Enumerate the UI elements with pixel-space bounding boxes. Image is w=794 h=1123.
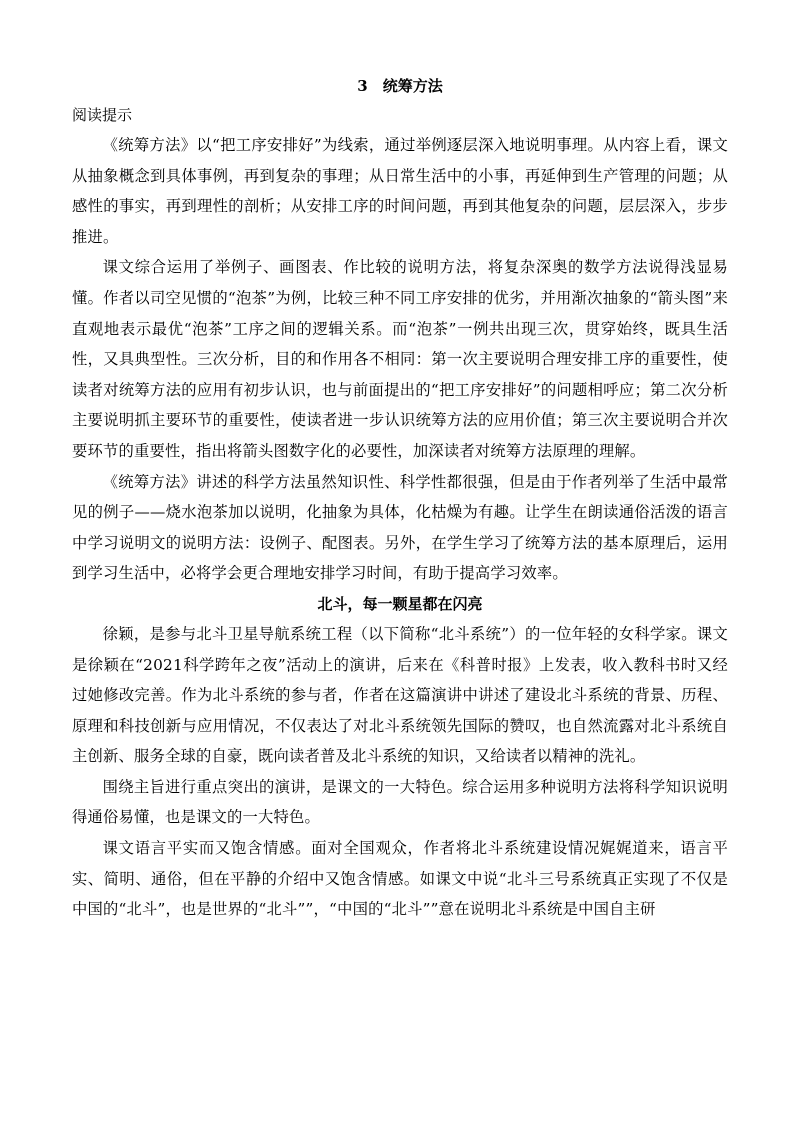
paragraph: 围绕主旨进行重点突出的演讲，是课文的一大特色。综合运用多种说明方法将科学知识说明得通俗易懂，也是课文的一大特色。 <box>72 777 728 827</box>
paragraph: 徐颖，是参与北斗卫星导航系统工程（以下简称“北斗系统”）的一位年轻的女科学家。课文是徐颖在“2021科学跨年之夜”活动上的演讲，后来在《科普时报》上发表，收入教科书时又经过她修改完善。作为北斗系统的参与者，作者在这篇演讲中讲述了建设北斗系统的背景、历程、原理和科技创新与应用情况，不仅表达了对北斗系统领先国际的赞叹，也自然流露对北斗系统自主创新、服务全球的自豪，既向读者普及北斗系统的知识，又给读者以精神的洗礼。 <box>72 624 728 766</box>
paragraph: 《统筹方法》讲述的科学方法虽然知识性、科学性都很强，但是由于作者列举了生活中最常见的例子——烧水泡茶加以说明，化抽象为具体，化枯燥为有趣。让学生在朗读通俗活泼的语言中学习说明文的说明方法：设例子、配图表。另外，在学生学习了统筹方法的基本原理后，运用到学习生活中，必将学会更合理地安排学习时间，有助于提高学习效率。 <box>72 472 728 583</box>
section-title-tongchou: 3 统筹方法 <box>357 77 443 95</box>
document-page <box>72 72 728 925</box>
paragraph: 《统筹方法》以“把工序安排好”为线索，通过举例逐层深入地说明事理。从内容上看，课文从抽象概念到具体事例，再到复杂的事理；从日常生活中的小事，再延伸到生产管理的问题；从感性的事实，再到理性的剖析；从安排工序的时间问题，再到其他复杂的问题，层层深入，步步推进。 <box>72 136 728 246</box>
paragraph: 课文语言平实而又饱含情感。面对全国观众，作者将北斗系统建设情况娓娓道来，语言平实、简明、通俗，但在平静的介绍中又饱含情感。如课文中说“北斗三号系统真正实现了不仅是中国的“北斗”，也是世界的“北斗””，“中国的“北斗””意在说明北斗系统是中国自主研 <box>72 839 728 919</box>
reading-tips-label: 阅读提示 <box>72 106 133 124</box>
section-title-beidou: 北斗，每一颗星都在闪亮 <box>317 594 483 613</box>
paragraph: 课文综合运用了举例子、画图表、作比较的说明方法，将复杂深奥的数学方法说得浅显易懂。作者以司空见惯的“泡茶”为例，比较三种不同工序安排的优劣，并用渐次抽象的“箭头图”来直观地表示最优“泡茶”工序之间的逻辑关系。而“泡茶”一例共出现三次，贯穿始终，既具生活性，又具典型性。三次分析，目的和作用各不相同：第一次主要说明合理安排工序的重要性，使读者对统筹方法的应用有初步认识，也与前面提出的“把工序安排好”的问题相呼应；第二次分析主要说明抓主要环节的重要性，使读者进一步认识统筹方法的应用价值；第三次主要说明合并次要环节的重要性，指出将箭头图数字化的必要性，加深读者对统筹方法原理的理解。 <box>72 258 728 460</box>
